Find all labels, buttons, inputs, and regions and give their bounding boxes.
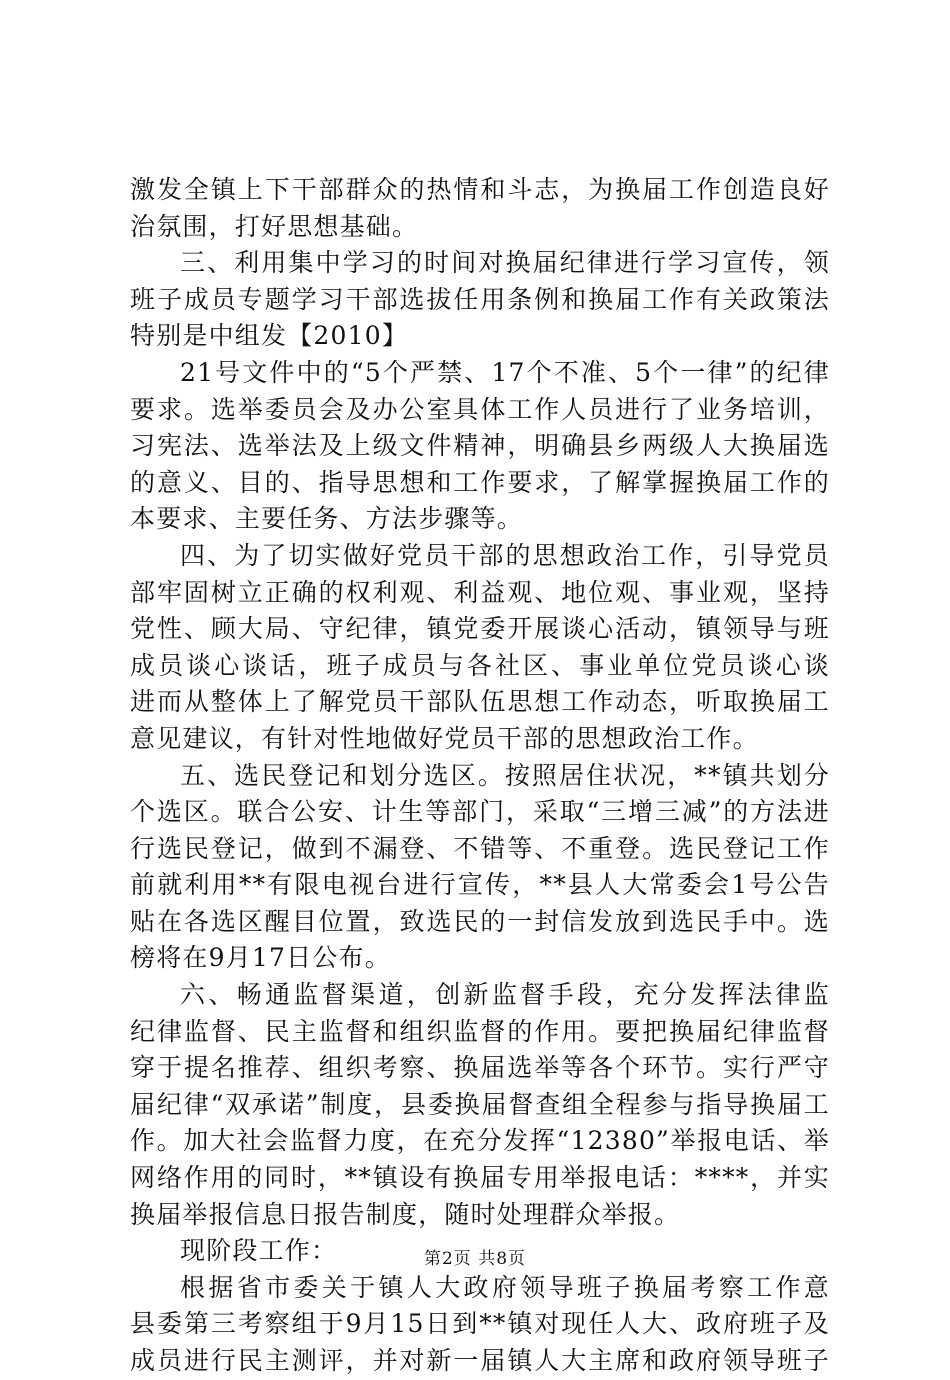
text-line: 个选区。联合公安、计生等部门，采取“三增三减”的方法进: [130, 797, 830, 827]
text-line: 部牢固树立正确的权利观、利益观、地位观、事业观，坚持: [130, 577, 830, 607]
text-line: 作。加大社会监督力度，在充分发挥“12380”举报电话、举: [130, 1126, 830, 1156]
text-line: 六、畅通监督渠道，创新监督手段，充分发挥法律监: [180, 980, 830, 1010]
text-line: 习宪法、选举法及上级文件精神，明确县乡两级人大换届选: [130, 431, 830, 461]
text-line: 治氛围，打好思想基础。: [130, 211, 419, 241]
text-line: 贴在各选区醒目位置，致选民的一封信发放到选民手中。选: [130, 906, 830, 936]
text-line: 本要求、主要任务、方法步骤等。: [130, 504, 524, 534]
text-line: 激发全镇上下干部群众的热情和斗志，为换届工作创造良好: [130, 175, 830, 204]
text-line: 进而从整体上了解党员干部队伍思想工作动态，听取换届工: [130, 687, 830, 717]
text-line: 前就利用**有限电视台进行宣传，**县人大常委会1号公告: [130, 870, 830, 900]
text-line: 21号文件中的“5个严禁、17个不准、5个一律”的纪律: [180, 357, 830, 387]
text-line: 榜将在9月17日公布。: [130, 943, 391, 973]
page-footer: 第2页 共8页: [423, 1249, 527, 1269]
document-body: [130, 172, 830, 1380]
text-line: 纪律监督、民主监督和组织监督的作用。要把换届纪律监督: [130, 1016, 830, 1046]
text-line: 成员谈心谈话，班子成员与各社区、事业单位党员谈心谈: [130, 650, 830, 680]
text-line: 的意义、目的、指导思想和工作要求，了解掌握换届工作的: [130, 467, 830, 497]
text-line: 意见建议，有针对性地做好党员干部的思想政治工作。: [130, 723, 759, 753]
text-line: 穿于提名推荐、组织考察、换届选举等各个环节。实行严守: [130, 1053, 830, 1083]
text-line: 五、选民登记和划分选区。按照居住状况，**镇共划分: [180, 760, 830, 790]
text-line: 特别是中组发【2010】: [130, 321, 409, 351]
text-line: 现阶段工作：: [180, 1236, 338, 1266]
text-line: 要求。选举委员会及办公室具体工作人员进行了业务培训，: [130, 394, 830, 424]
text-line: 三、利用集中学习的时间对换届纪律进行学习宣传，领: [180, 248, 830, 278]
text-line: 网络作用的同时，**镇设有换届专用举报电话：****，并实: [130, 1163, 830, 1193]
text-line: 县委第三考察组于9月15日到**镇对现任人大、政府班子及: [130, 1309, 830, 1339]
text-line: 届纪律“双承诺”制度，县委换届督查组全程参与指导换届工: [130, 1089, 830, 1119]
text-line: 成员进行民主测评，并对新一届镇人大主席和政府领导班子: [130, 1346, 830, 1375]
text-line: 党性、顾大局、守纪律，镇党委开展谈心活动，镇领导与班: [130, 614, 830, 644]
text-line: 四、为了切实做好党员干部的思想政治工作，引导党员: [180, 540, 830, 570]
text-line: 换届举报信息日报告制度，随时处理群众举报。: [130, 1199, 681, 1229]
text-line: 班子成员专题学习干部选拔任用条例和换届工作有关政策法: [130, 284, 830, 314]
text-line: 根据省市委关于镇人大政府领导班子换届考察工作意: [180, 1272, 830, 1302]
text-line: 行选民登记，做到不漏登、不错等、不重登。选民登记工作: [130, 833, 830, 863]
